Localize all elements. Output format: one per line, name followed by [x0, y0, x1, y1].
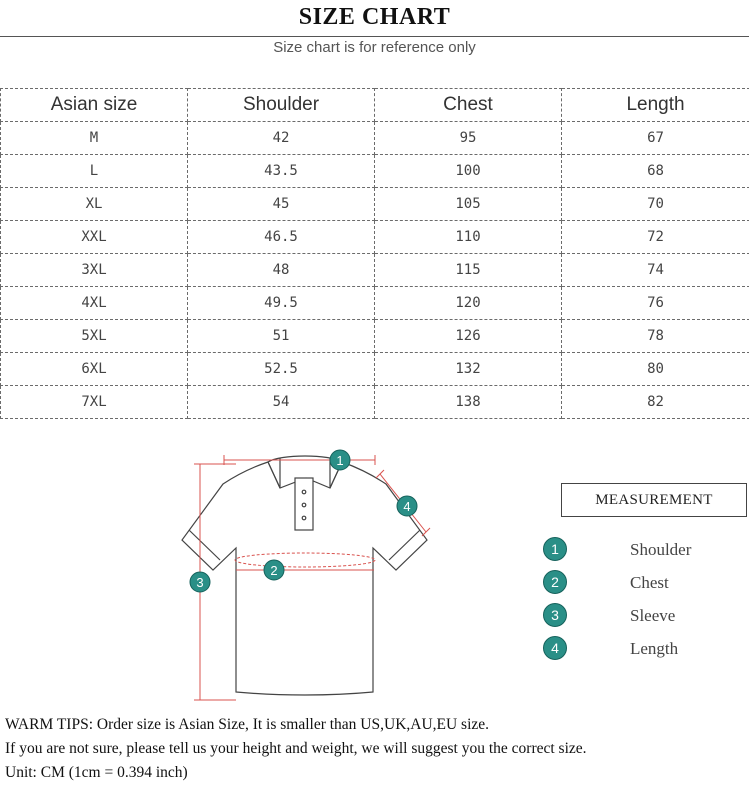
cell-length: 74 — [562, 254, 749, 287]
legend-number: 3 — [543, 603, 567, 627]
marker-3 — [190, 572, 210, 592]
measurement-title: MEASUREMENT — [561, 483, 747, 517]
warm-tips — [5, 713, 587, 785]
marker-4 — [397, 496, 417, 516]
table-row — [1, 221, 749, 254]
cell-chest: 95 — [375, 122, 562, 155]
cell-size: XL — [1, 188, 188, 221]
shirt-measurement-diagram — [180, 444, 440, 708]
cell-chest: 132 — [375, 353, 562, 386]
tips-line-2: If you are not sure, please tell us your height and weight, we will suggest you the correct size. — [5, 740, 587, 757]
cell-chest: 138 — [375, 386, 562, 419]
cell-chest: 115 — [375, 254, 562, 287]
cell-length: 67 — [562, 122, 749, 155]
column-header-asian-size: Asian size — [1, 89, 188, 122]
cell-size: L — [1, 155, 188, 188]
cell-length: 70 — [562, 188, 749, 221]
cell-chest: 105 — [375, 188, 562, 221]
legend-label: Chest — [630, 573, 669, 592]
cell-shoulder: 54 — [188, 386, 375, 419]
column-header-length: Length — [562, 89, 749, 122]
tips-line-3: Unit: CM (1cm = 0.394 inch) — [5, 764, 188, 781]
table-header-row — [1, 89, 749, 122]
cell-size: 3XL — [1, 254, 188, 287]
cell-length: 82 — [562, 386, 749, 419]
table-row — [1, 386, 749, 419]
legend-number: 2 — [543, 570, 567, 594]
cell-size: XXL — [1, 221, 188, 254]
cell-length: 78 — [562, 320, 749, 353]
page-title: SIZE CHART — [298, 4, 451, 30]
table-row — [1, 254, 749, 287]
cell-shoulder: 49.5 — [188, 287, 375, 320]
title-divider — [0, 36, 749, 37]
cell-shoulder: 46.5 — [188, 221, 375, 254]
cell-length: 72 — [562, 221, 749, 254]
svg-text:1: 1 — [336, 453, 344, 468]
polo-shirt-icon — [182, 456, 427, 695]
cell-chest: 126 — [375, 320, 562, 353]
table-row — [1, 287, 749, 320]
cell-shoulder: 48 — [188, 254, 375, 287]
cell-length: 76 — [562, 287, 749, 320]
cell-chest: 100 — [375, 155, 562, 188]
column-header-shoulder: Shoulder — [188, 89, 375, 122]
cell-shoulder: 42 — [188, 122, 375, 155]
legend-number: 1 — [543, 537, 567, 561]
svg-text:2: 2 — [270, 563, 278, 578]
svg-text:4: 4 — [403, 499, 411, 514]
cell-size: 4XL — [1, 287, 188, 320]
table-row — [1, 320, 749, 353]
table-row — [1, 122, 749, 155]
cell-length: 68 — [562, 155, 749, 188]
cell-size: 5XL — [1, 320, 188, 353]
cell-length: 80 — [562, 353, 749, 386]
legend-label: Sleeve — [630, 606, 676, 625]
cell-shoulder: 45 — [188, 188, 375, 221]
svg-text:3: 3 — [196, 575, 204, 590]
legend-label: Length — [630, 639, 679, 658]
table-row — [1, 155, 749, 188]
cell-shoulder: 52.5 — [188, 353, 375, 386]
cell-shoulder: 43.5 — [188, 155, 375, 188]
tips-line-1: WARM TIPS: Order size is Asian Size, It is smaller than US,UK,AU,EU size. — [5, 716, 490, 733]
cell-chest: 120 — [375, 287, 562, 320]
size-table — [0, 88, 749, 419]
cell-size: M — [1, 122, 188, 155]
cell-size: 7XL — [1, 386, 188, 419]
marker-1 — [330, 450, 350, 470]
legend-number: 4 — [543, 636, 567, 660]
page-subtitle: Size chart is for reference only — [273, 39, 476, 56]
cell-shoulder: 51 — [188, 320, 375, 353]
legend-label: Shoulder — [630, 540, 692, 559]
marker-2 — [264, 560, 284, 580]
table-row — [1, 188, 749, 221]
cell-chest: 110 — [375, 221, 562, 254]
cell-size: 6XL — [1, 353, 188, 386]
table-row — [1, 353, 749, 386]
column-header-chest: Chest — [375, 89, 562, 122]
